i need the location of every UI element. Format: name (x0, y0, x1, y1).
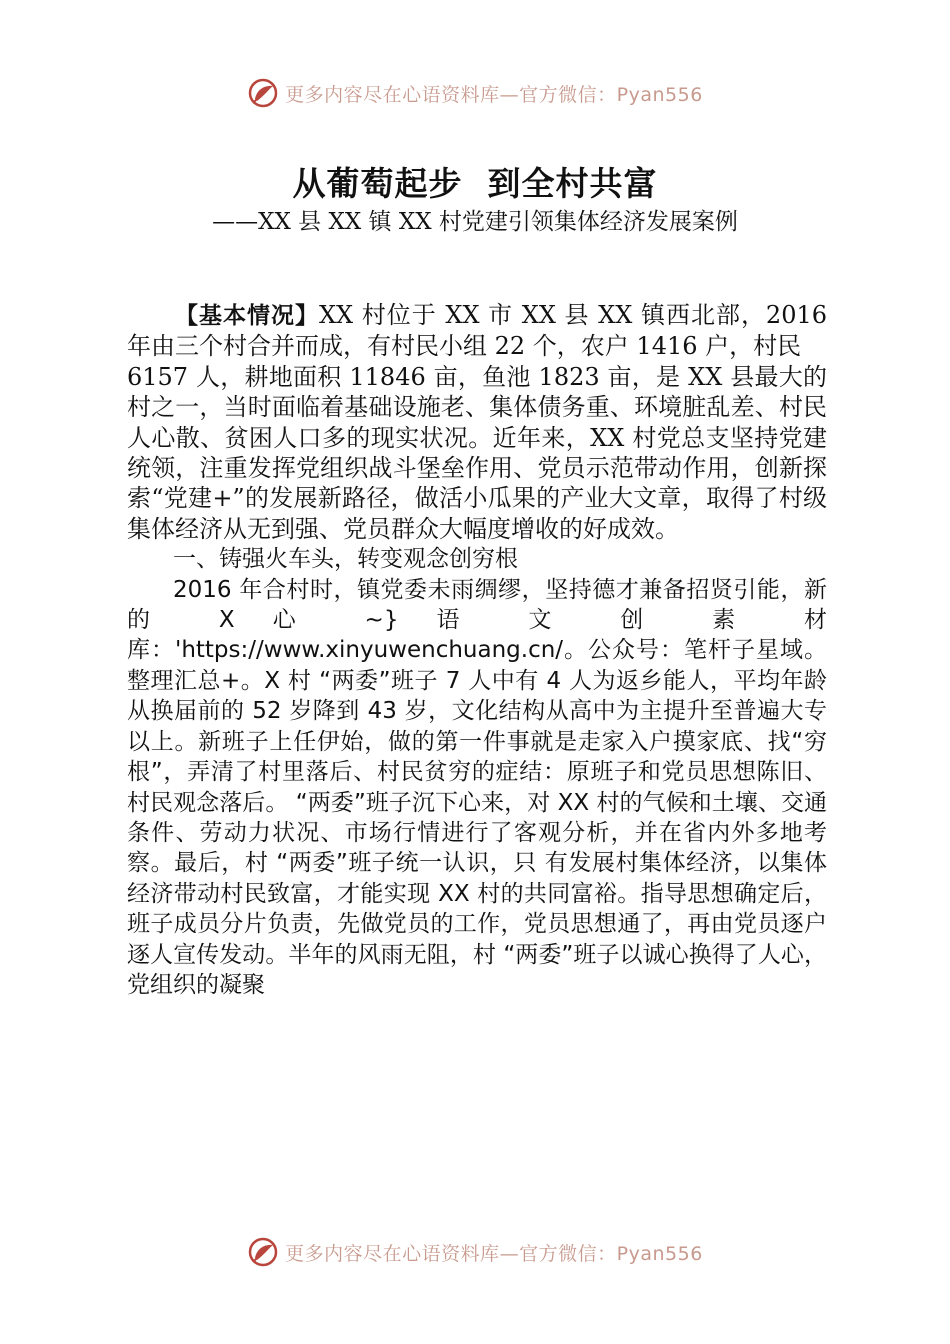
document-subtitle: ——XX 县 XX 镇 XX 村党建引领集体经济发展案例 (212, 209, 738, 235)
section1-paragraph-b: 新的 X 心 ~} 语 文 创 素 材 库：'https://www.xinyuwenchuang.cn/。公众号：笔杆子星域。整理汇总+。X 村 “两委”班子 7 人中有 4 人为返乡能人，平均年龄从换届前的 52 岁降到 43 岁，文化结构从高中为主提升至普遍大专以上。新班子上任伊始，做的第一件事就是走家入户摸家底、找“穷根”，弄清了村里落后、村民贫穷的症结：原班子和党员思想陈旧、村民观念落后。 “两委”班子沉下心来，对 XX 村的气候和土壤、交通条件、劳动力状况、市场行情进行了客观分析，并在省内外多地考察。最后，村 “两委”班子统一认识，只 有发展村集体经济，以集体经济带动村民致富，才能实现 XX 村的共同富裕。指导思想确定后，班子成员分片负责，先做党员的工作，党员思想通了，再由党员逐户逐人宣传发动。半年的风雨无阻，村 “两委”班子以诚心换得了人心，党组织的凝聚 (127, 576, 827, 998)
section1-paragraph (127, 575, 827, 1001)
section1-paragraph-a: 2016 年合村时，镇党委未雨绸缪，坚持德才兼备招贤引能， (173, 576, 804, 603)
header-banner (0, 73, 950, 113)
intro-paragraph-continued: 6157 人，耕地面积 11846 亩，鱼池 1823 亩，是 XX 县最大的村之一，当时面临着基础设施老、集体债务重、环境脏乱差、村民人心散、贫困人口多的现实状况。近年来，XX 村党总支坚持党建统领，注重发挥党组织战斗堡垒作用、党员示范带动作用，创新探索“党建+”的发展新路径，做活小瓜果的产业大文章，取得了村级集体经济从无到强、党员群众大幅度增收的好成效。 (127, 362, 827, 543)
leaf-logo-icon (247, 1236, 279, 1268)
document-body (127, 300, 827, 1000)
banner-handle: Pyan556 (616, 1242, 703, 1265)
intro-text: XX 村位于 XX 市 XX 县 XX 镇西北部，2016 年由三个村合并而成，有村民小组 22 个，农户 1416 户，村民 (127, 301, 828, 361)
banner-handle: Pyan556 (616, 83, 703, 106)
leaf-logo-icon (247, 77, 279, 109)
footer-banner (0, 1232, 950, 1272)
intro-lead: 【基本情况】 (175, 303, 319, 329)
intro-paragraph (127, 300, 827, 362)
section1-heading: 一、铸强火车头，转变观念创穷根 (173, 546, 518, 573)
banner-text: 更多内容尽在心语资料库—官方微信：Pyan556 (285, 1242, 703, 1265)
document-title: 从葡萄起步 到全村共富 (292, 164, 658, 203)
banner-text: 更多内容尽在心语资料库—官方微信：Pyan556 (285, 83, 703, 106)
